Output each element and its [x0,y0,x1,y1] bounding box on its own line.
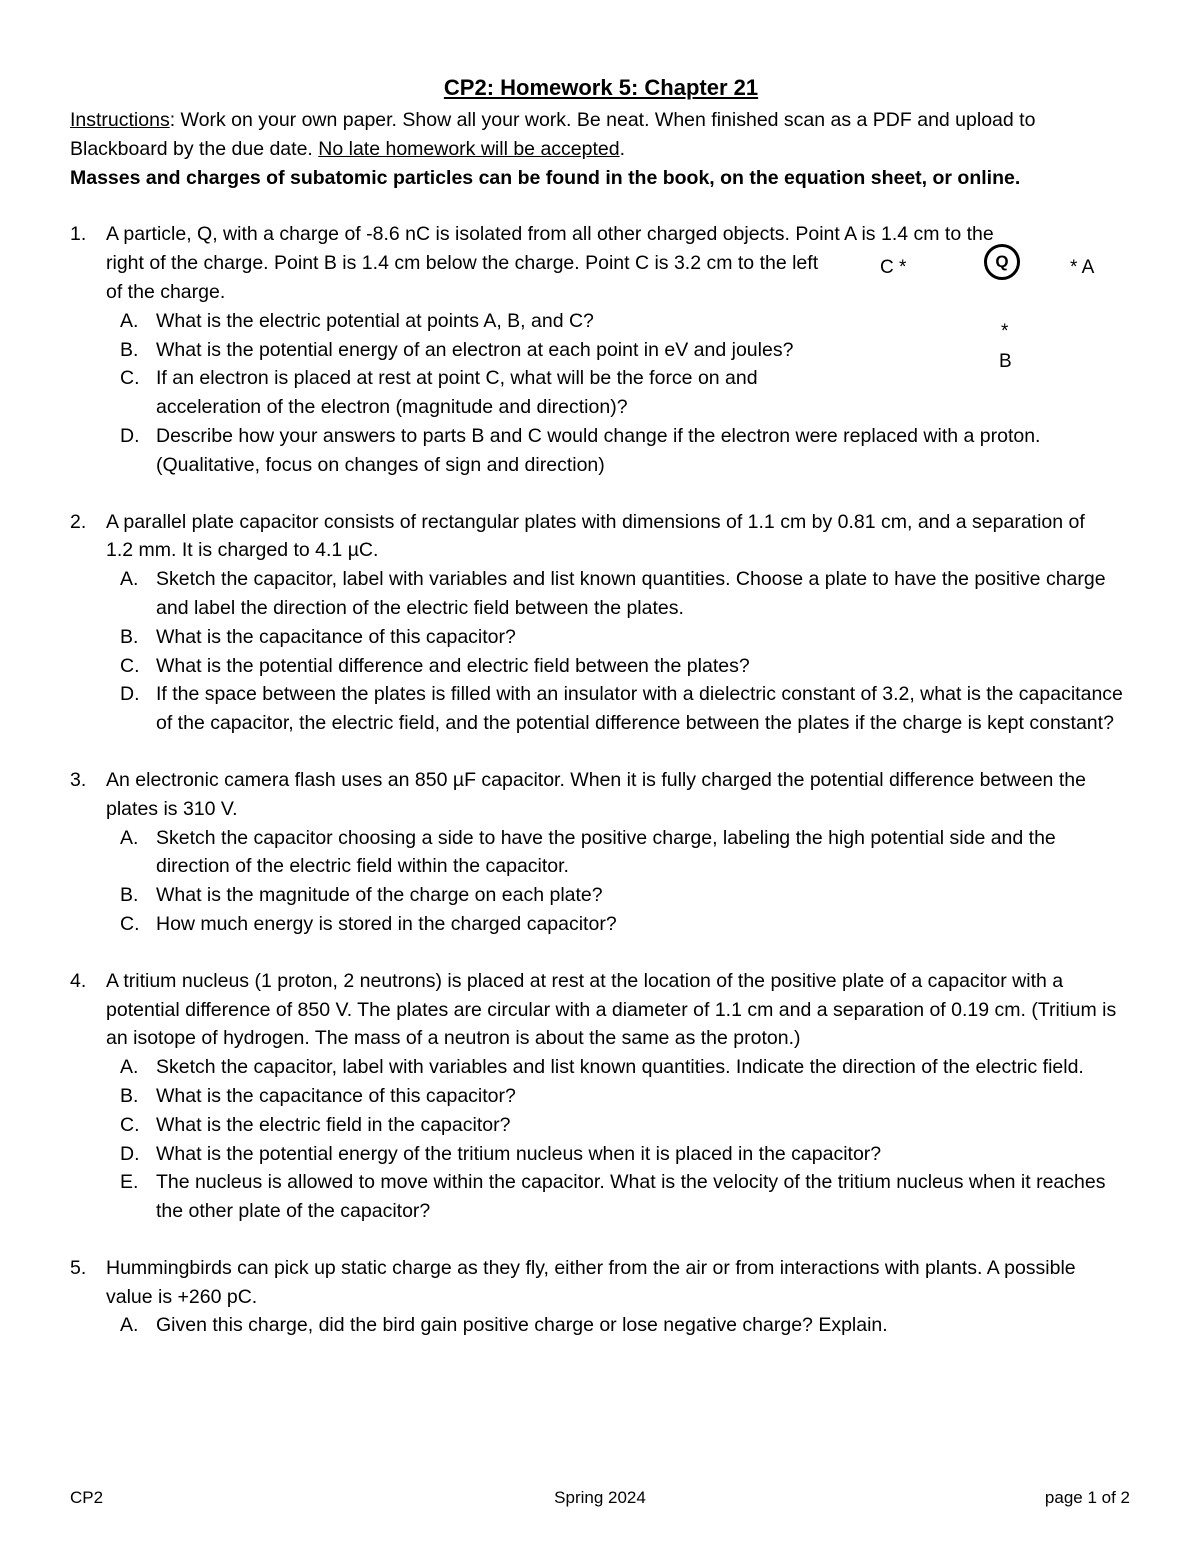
question-part [120,881,1132,910]
question-text: A parallel plate capacitor consists of rectangular plates with dimensions of 1.1 cm by 0.81 cm, and a separation of 1.2 mm. It is charged to 4.1 µC. [106,510,1085,562]
part-text: The nucleus is allowed to move within the capacitor. What is the velocity of the tritium nucleus when it reaches the other plate of the capacitor? [156,1171,1106,1223]
point-c-label: C * [880,257,907,279]
document-page [70,74,1132,1340]
part-label: D. [120,424,140,447]
part-label: A. [120,568,139,591]
question-part [120,910,1132,939]
part-label: B. [120,625,139,648]
question-part [120,1082,1132,1111]
part-label: C. [120,654,140,677]
footer-left: CP2 [70,1488,104,1507]
question-number: 1. [70,223,87,246]
part-label: A. [120,1056,139,1079]
part-label: A. [120,309,139,332]
part-text: What is the magnitude of the charge on each plate? [156,884,603,907]
question-number: 4. [70,969,87,992]
part-text: Given this charge, did the bird gain positive charge or lose negative charge? Explain. [156,1314,888,1337]
part-label: D. [120,683,140,706]
part-label: C. [120,367,140,390]
part-label: A. [120,1314,139,1337]
question-part [120,680,1131,738]
question-part [120,364,846,422]
part-text: What is the electric potential at points A, B, and C? [156,309,594,332]
question-part [120,1140,1132,1169]
part-label: A. [120,826,139,849]
part-text: What is the potential energy of the tritium nucleus when it is placed in the capacitor? [156,1142,882,1165]
part-text: What is the capacitance of this capacitor? [156,1084,516,1107]
instructions-period: . [619,137,626,160]
instructions-label: Instructions [70,109,170,131]
part-text: What is the potential energy of an electron at each point in eV and joules? [156,338,794,361]
question-2 [70,508,1132,738]
part-label: E. [120,1171,139,1194]
question-part [120,1168,1131,1226]
question-number: 5. [70,1256,87,1279]
question-part [120,1111,1132,1140]
part-text: Describe how your answers to parts B and C would change if the electron were replaced with a proton. (Qualitative, focus on changes of sign and direction) [156,424,1041,476]
instructions-text: : Work on your own paper. Show all your work. Be neat. When finished scan as a PDF and upload to Blackboard by the due date. [70,109,1036,160]
question-part [120,1311,1132,1340]
question-number: 2. [70,510,87,533]
part-text: Sketch the capacitor, label with variables and list known quantities. Choose a plate to have the positive charge and label the direction of the electric field between the plates. [156,568,1106,619]
question-part [120,1053,1106,1082]
question-4 [70,967,1132,1226]
question-5 [70,1254,1132,1340]
point-a-label: * A [1070,257,1095,279]
charge-q-symbol: Q [984,244,1020,280]
part-label: B. [120,338,139,361]
part-text: What is the electric field in the capacitor? [156,1113,511,1136]
instructions [70,106,1132,164]
part-label: C. [120,912,140,935]
part-text: Sketch the capacitor, label with variables and list known quantities. Indicate the direction of the electric field. [156,1056,1084,1079]
question-number: 3. [70,768,87,791]
part-label: D. [120,1142,140,1165]
question-text: A tritium nucleus (1 proton, 2 neutrons) is placed at rest at the location of the positive plate of a capacitor with a potential difference of 850 V. The plates are circular with a diameter of 1.1 cm and a separation of 0.19 cm. (Tritium is an isotope of hydrogen. The mass of a neutron is about the same as the proton.) [106,969,1117,1050]
point-b-label: B [999,351,1012,373]
charge-diagram [70,220,1132,373]
footer-center: Spring 2024 [554,1488,646,1507]
question-part [120,824,1126,882]
footer-page-number: page 1 of 2 [1044,1488,1130,1507]
question-text: Hummingbirds can pick up static charge as they fly, either from the air or from interactions with plants. A possible value is +260 pC. [106,1256,1076,1308]
part-text: What is the potential difference and electric field between the plates? [156,654,750,677]
page-title: CP2: Homework 5: Chapter 21 [443,75,759,100]
question-1 [70,220,1132,479]
question-text: An electronic camera flash uses an 850 µF capacitor. When it is fully charged the potential difference between the plates is 310 V. [106,768,1086,820]
point-b-star: * [1001,321,1009,343]
part-text: What is the capacitance of this capacitor? [156,625,516,648]
part-label: B. [120,884,139,907]
part-label: C. [120,1113,140,1136]
question-part [120,652,1132,681]
question-part [120,422,1086,480]
part-text: If an electron is placed at rest at point C, what will be the force on and acceleration of the electron (magnitude and direction)? [156,367,758,419]
part-label: B. [120,1084,139,1107]
question-1-text: A particle, Q, with a charge of -8.6 nC is isolated from all other charged objects. Point A is 1.4 cm to the right of the charge. Point B is 1.4 cm below the charge. Point C is 3.2 cm to the left of the charge. [106,223,994,303]
question-3 [70,766,1132,939]
part-text: If the space between the plates is filled with an insulator with a dielectric constant of 3.2, what is the capacitance of the capacitor, the electric field, and the potential difference between the plates if the charge is kept constant? [156,683,1123,735]
masses-note: Masses and charges of subatomic particles can be found in the book, on the equation sheet, or online. [70,166,1021,189]
part-text: Sketch the capacitor choosing a side to have the positive charge, labeling the high potential side and the direction of the electric field within the capacitor. [156,826,1056,878]
question-part [120,565,1116,623]
late-policy: No late homework will be accepted [318,137,620,160]
part-text: How much energy is stored in the charged capacitor? [156,912,617,935]
question-part [120,623,1132,652]
